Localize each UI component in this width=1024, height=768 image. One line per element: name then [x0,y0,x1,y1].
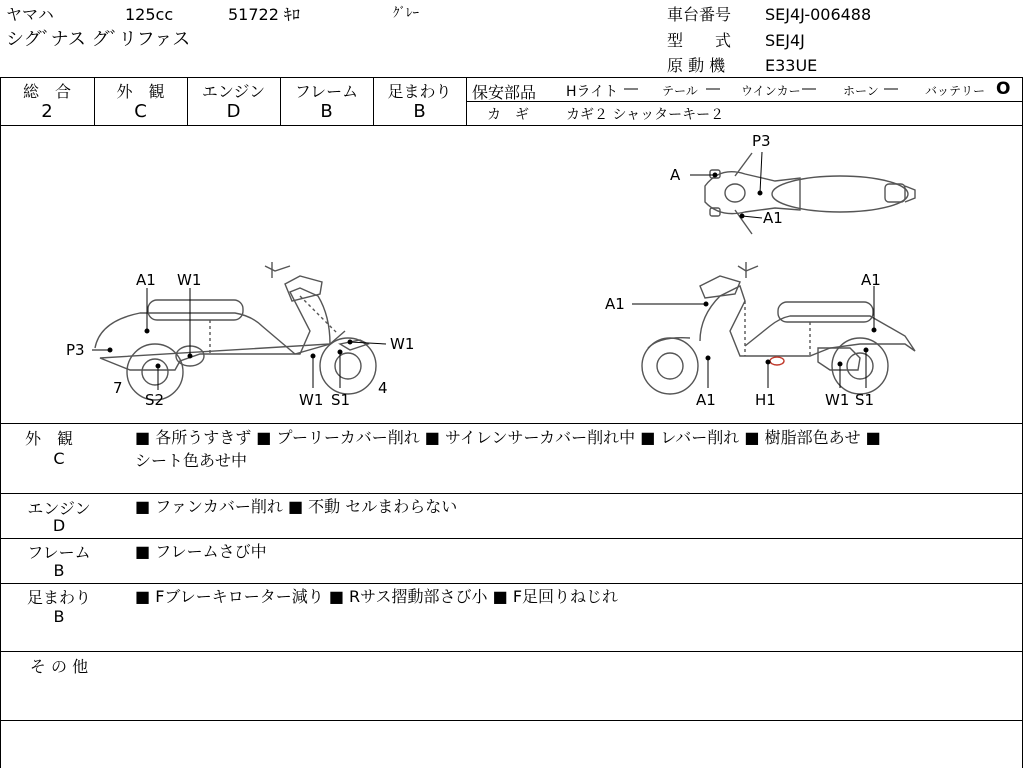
label-top-a: A [670,166,681,184]
note-category-engine: エンジン [27,499,91,518]
displacement: 125cc [125,5,174,24]
label-left-p3: P3 [66,341,85,359]
mileage: 51722 ｷﾛ [228,5,300,24]
winker-label: ウインカー [741,84,801,98]
note-grade-exterior: C [53,449,65,468]
battery-value: O [996,79,1011,99]
divider-note-5 [0,720,1023,721]
note-category-frame: フレーム [27,543,91,562]
label-left-w1-seat: W1 [177,271,202,289]
engine-label: 原 動 機 [667,56,726,75]
divider-note-3 [0,583,1023,584]
grade-value-suspension: B [413,101,426,122]
note-category-other: そ の 他 [29,657,89,676]
label-top-p3: P3 [752,132,771,150]
type-label: 型 式 [667,31,732,50]
label-left-s2: S2 [145,391,165,409]
grade-label-engine: エンジン [201,82,266,101]
maker: ヤマハ [6,5,54,24]
grade-label-exterior: 外 観 [116,82,165,101]
divider-diagram [0,423,1023,424]
key-label: カ ギ [487,107,529,123]
label-left-w1-front: W1 [390,335,415,353]
grade-value-exterior: C [134,101,147,122]
note-grade-engine: D [52,516,66,535]
note-text-suspension: ■ Fブレーキローター減り ■ Rサス摺動部さび小 ■ F足回りねじれ [135,587,619,606]
note-text-exterior-1: ■ 各所うすきず ■ プーリーカバー削れ ■ サイレンサーカバー削れ中 ■ レバー削れ ■ 樹脂部色あせ ■ [135,428,881,447]
horn-label: ホーン [843,84,879,98]
engine-value: E33UE [765,56,818,75]
label-left-w1-bottom: W1 [299,391,324,409]
note-grade-suspension: B [53,607,65,626]
label-left-s1: S1 [331,391,351,409]
top-view-scooter [705,153,915,234]
model-name: シグﾞナス グﾞリファス [6,29,191,50]
label-right-h1: H1 [755,391,776,409]
label-right-s1: S1 [855,391,875,409]
label-right-a1-top: A1 [861,271,881,289]
label-right-a1-bottom: A1 [696,391,716,409]
grade-label-suspension: 足まわり [387,82,452,101]
note-category-suspension: 足まわり [26,588,91,607]
horn-value: ― [884,81,898,97]
color: ｸﾞﾚｰ [393,6,419,21]
headlight-label: Hライト [566,84,619,100]
note-grade-frame: B [53,561,65,580]
divider-note-4 [0,651,1023,652]
divider-header [0,77,1023,78]
key-value: カギ２ シャッターキー２ [566,107,725,123]
safety-divider [466,101,1023,102]
grade-value-frame: B [320,101,333,122]
headlight-value: ― [624,81,638,97]
grade-value-overall: 2 [41,101,53,122]
grade-value-engine: D [226,101,241,122]
grade-label-overall: 総 合 [22,82,71,101]
grade-label-frame: フレーム [294,82,359,101]
frame-no-label: 車台番号 [667,5,732,24]
note-text-exterior-2: シート色あせ中 [135,451,248,470]
divider-note-1 [0,493,1023,494]
note-text-engine: ■ ファンカバー削れ ■ 不動 セルまわらない [135,497,458,516]
winker-value: ― [802,81,816,97]
tail-label: テール [662,84,698,98]
safety-label: 保安部品 [472,83,537,102]
note-text-frame: ■ フレームさび中 [135,542,267,561]
label-right-a1-side: A1 [605,295,625,313]
label-top-a1: A1 [763,209,783,227]
note-category-exterior: 外 観 [24,429,73,448]
type-value: SEJ4J [765,31,805,50]
battery-label: バッテリー [925,84,986,98]
tail-value: ― [706,81,720,97]
label-right-w1: W1 [825,391,850,409]
label-left-7: 7 [113,379,123,397]
label-left-4: 4 [378,379,388,397]
label-left-a1: A1 [136,271,156,289]
vehicle-diagram [0,126,1022,422]
divider-note-2 [0,538,1023,539]
frame-no: SEJ4J-006488 [765,5,872,24]
